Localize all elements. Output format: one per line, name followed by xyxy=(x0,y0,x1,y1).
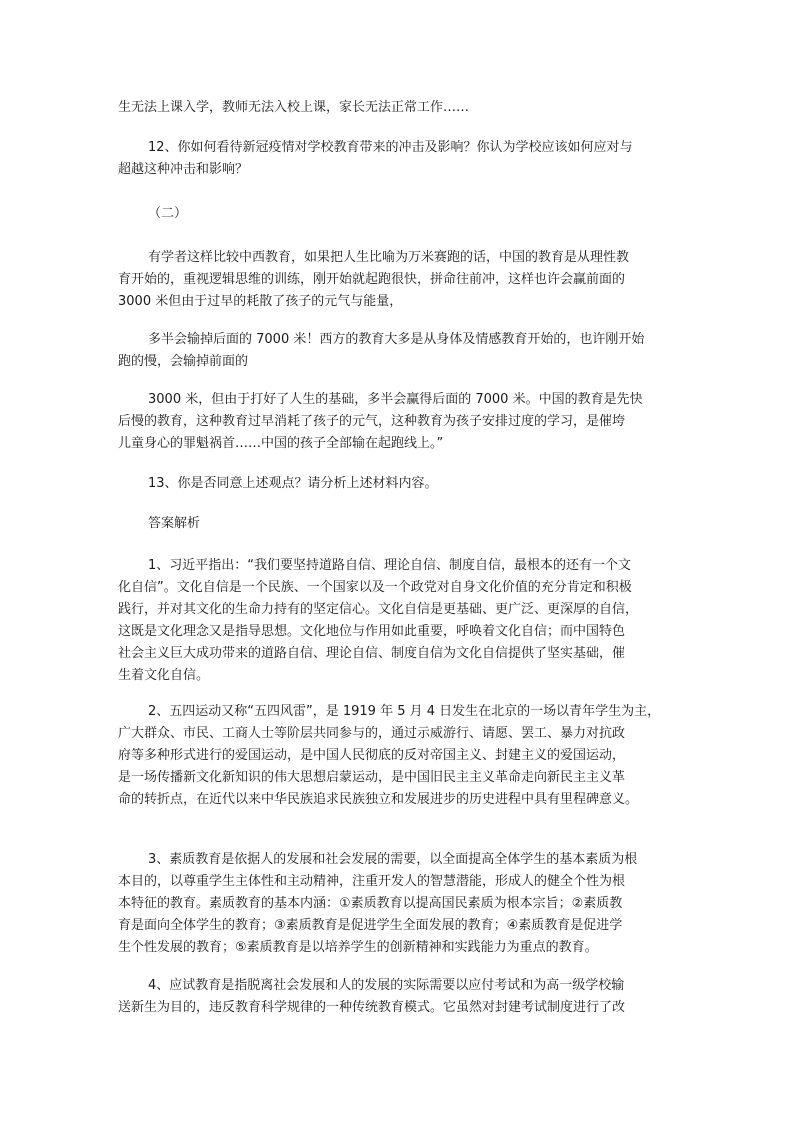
answer-3-line: 本特征的教育。素质教育的基本内涵：①素质教育以提高国民素质为根本宗旨；②素质教 xyxy=(118,896,623,911)
answer-1-line: 化自信”。文化自信是一个民族、一个国家以及一个政党对自身文化价值的充分肯定和积极 xyxy=(118,580,632,595)
answer-1-line: 践行，并对其文化的生命力持有的坚定信心。文化自信是更基础、更广泛、更深厚的自信， xyxy=(118,602,639,617)
material-line: 儿童身心的罪魁祸首……中国的孩子全部输在起跑线上。” xyxy=(118,436,444,451)
answer-2-line: 命的转折点，在近代以来中华民族追求民族独立和发展进步的历史进程中具有里程碑意义。 xyxy=(118,792,639,807)
answer-3-line: 3、素质教育是依据人的发展和社会发展的需要，以全面提高全体学生的基本素质为根 xyxy=(148,852,638,867)
material-line: 后慢的教育，这种教育过早消耗了孩子的元气，这种教育为孩子安排过度的学习，是催垮 xyxy=(118,414,626,429)
answer-3-line: 育是面向全体学生的教育；③素质教育是促进学生全面发展的教育；④素质教育是促进学 xyxy=(118,918,623,933)
answer-1-line: 1、习近平指出：“我们要坚持道路自信、理论自信、制度自信，最根本的还有一个文 xyxy=(148,558,632,573)
answer-4-line: 4、应试教育是指脱离社会发展和人的发展的实际需要以应付考试和为高一级学校输 xyxy=(148,978,625,993)
answer-2-line: 广大群众、市民、工商人士等阶层共同参与的，通过示威游行、请愿、罢工、暴力对抗政 xyxy=(118,726,626,741)
question-12-line: 超越这种冲击和影响？ xyxy=(118,162,249,177)
answer-4-line: 送新生为目的，违反教育科学规律的一种传统教育模式。它虽然对封建考试制度进行了改 xyxy=(118,1000,626,1015)
material-line: 跑的慢，会输掉前面的 xyxy=(118,354,249,369)
answer-3-line: 本目的，以尊重学生主体性和主动精神，注重开发人的智慧潜能，形成人的健全个性为根 xyxy=(118,874,626,889)
question-12-line: 12、你如何看待新冠疫情对学校教育带来的冲击及影响？你认为学校应该如何应对与 xyxy=(148,140,633,155)
material-line: 多半会输掉后面的 7000 米！西方的教育大多是从身体及情感教育开始的，也许刚开始 xyxy=(148,332,645,347)
question-13-line: 13、你是否同意上述观点？请分析上述材料内容。 xyxy=(148,476,438,491)
answer-2-line: 是一场传播新文化新知识的伟大思想启蒙运动，是中国旧民主主义革命走向新民主主义革 xyxy=(118,770,626,785)
answer-1-line: 社会主义巨大成功带来的道路自信、理论自信、制度自信为文化自信提供了坚实基础，催 xyxy=(118,646,626,661)
answer-2-line: 府等多种形式进行的爱国运动，是中国人民彻底的反对帝国主义、封建主义的爱国运动， xyxy=(118,748,626,763)
section-heading: （二） xyxy=(148,206,188,221)
answer-1-line: 生着文化自信。 xyxy=(118,668,210,683)
answer-2-line: 2、五四运动又称“五四风雷”，是 1919 年 5 月 4 日发生在北京的一场以青年学生为主， xyxy=(148,704,661,719)
material-line: 3000 米，但由于打好了人生的基础，多半会赢得后面的 7000 米。中国的教育是先快 xyxy=(148,392,643,407)
answer-3-line: 生个性发展的教育；⑤素质教育是以培养学生的创新精神和实践能力为重点的教育。 xyxy=(118,940,598,955)
material-line: 育开始的，重视逻辑思维的训练，刚开始就起跑很快，拼命往前冲，这样也许会赢前面的 xyxy=(118,272,626,287)
answer-1-line: 这既是文化理念又是指导思想。文化地位与作用如此重要，呼唤着文化自信；而中国特色 xyxy=(118,624,626,639)
material-line: 有学者这样比较中西教育，如果把人生比喻为万米赛跑的话，中国的教育是从理性教 xyxy=(148,250,630,265)
material-line: 3000 米但由于过早的耗散了孩子的元气与能量， xyxy=(118,294,403,309)
continuation-line: 生无法上课入学，教师无法入校上课，家长无法正常工作…… xyxy=(118,100,470,115)
answer-heading: 答案解析 xyxy=(148,516,201,531)
